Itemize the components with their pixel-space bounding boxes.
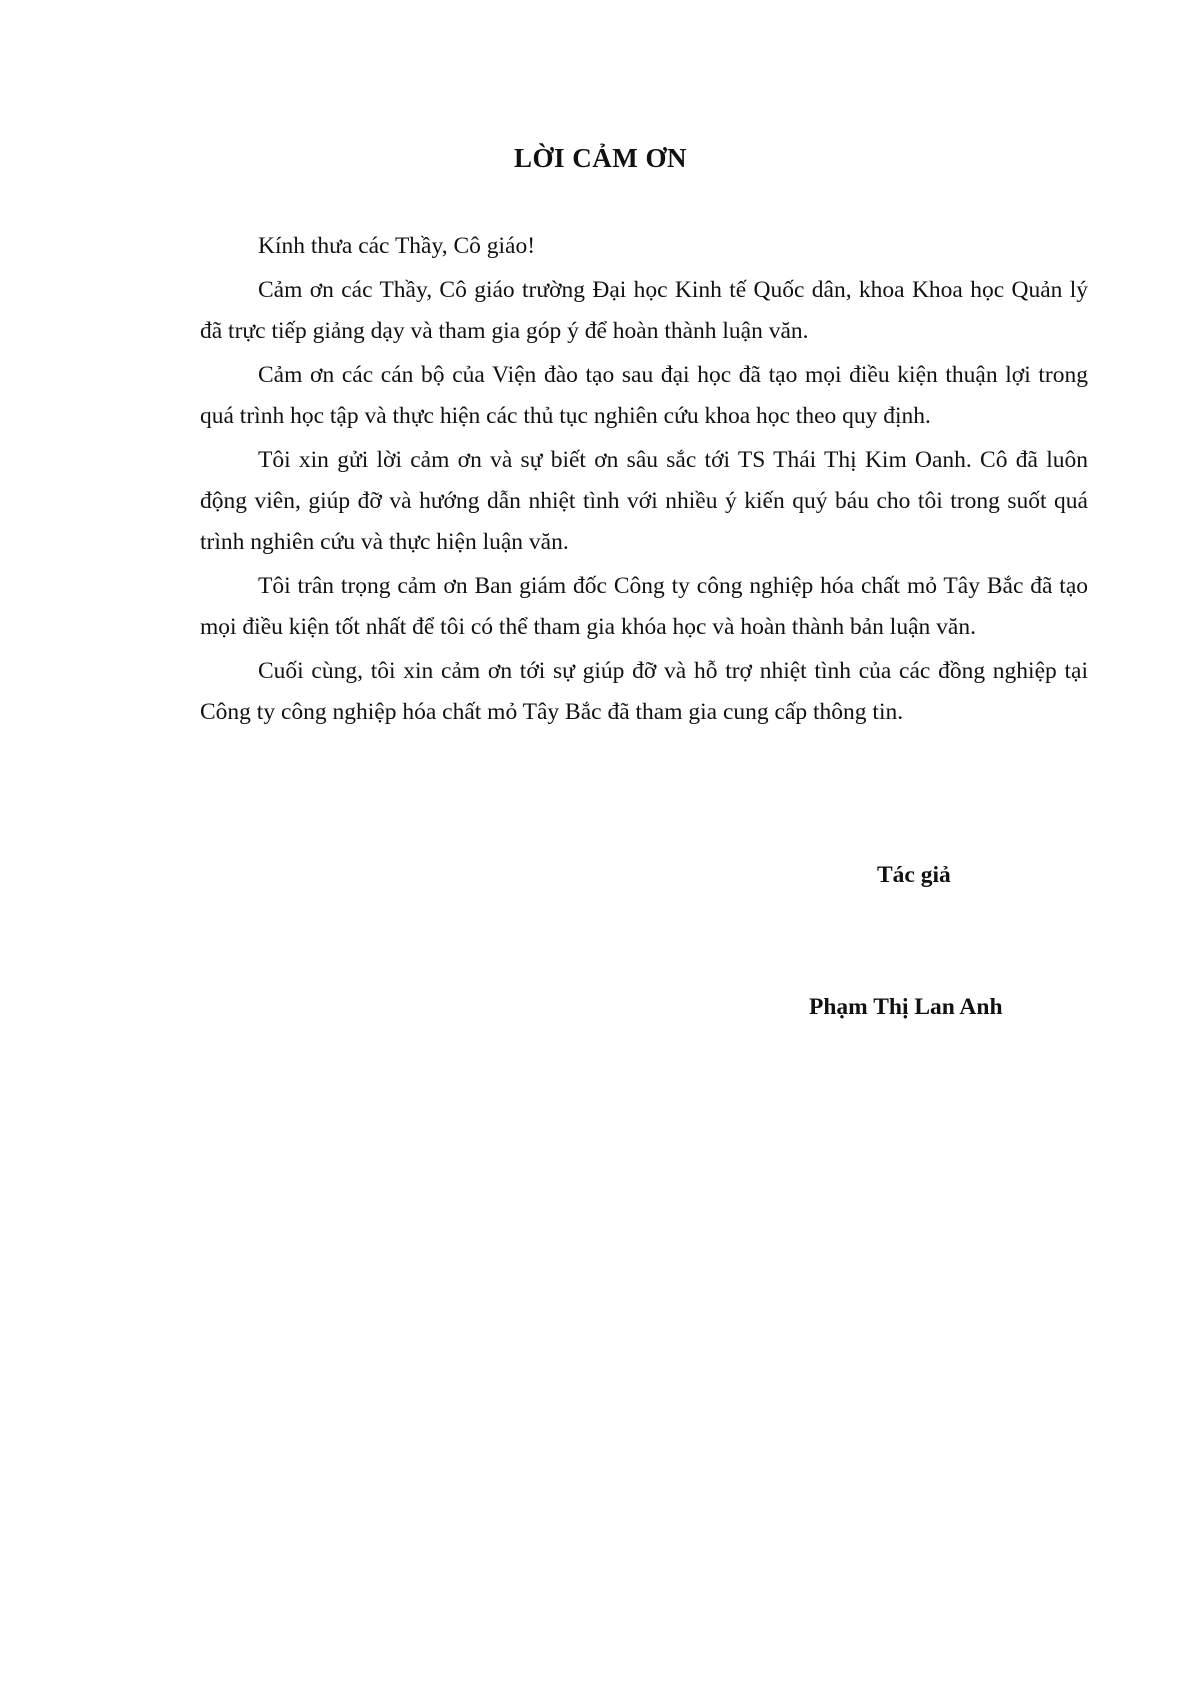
paragraph-thanks-company-board: Tôi trân trọng cảm ơn Ban giám đốc Công ty công nghiệp hóa chất mỏ Tây Bắc đã tạo mọi điều kiện tốt nhất để tôi có thể tham gia khóa học và hoàn thành bản luận văn.: [200, 573, 1088, 641]
document-body: [200, 226, 1088, 737]
signoff-label: Tác giả: [877, 862, 951, 888]
paragraph-thanks-colleagues: Cuối cùng, tôi xin cảm ơn tới sự giúp đỡ và hỗ trợ nhiệt tình của các đồng nghiệp tại Công ty công nghiệp hóa chất mỏ Tây Bắc đã tham gia cung cấp thông tin.: [200, 658, 1088, 726]
paragraph-thanks-supervisor: Tôi xin gửi lời cảm ơn và sự biết ơn sâu sắc tới TS Thái Thị Kim Oanh. Cô đã luôn động viên, giúp đỡ và hướng dẫn nhiệt tình với nhiều ý kiến quý báu cho tôi trong suốt quá trình nghiên cứu và thực hiện luận văn.: [200, 447, 1088, 556]
paragraph-thanks-institute: Cảm ơn các cán bộ của Viện đào tạo sau đại học đã tạo mọi điều kiện thuận lợi trong quá trình học tập và thực hiện các thủ tục nghiên cứu khoa học theo quy định.: [200, 362, 1088, 430]
author-name: Phạm Thị Lan Anh: [809, 994, 1003, 1020]
page-title: LỜI CẢM ƠN: [514, 143, 687, 173]
paragraph-thanks-teachers: Cảm ơn các Thầy, Cô giáo trường Đại học Kinh tế Quốc dân, khoa Khoa học Quản lý đã trực tiếp giảng dạy và tham gia góp ý để hoàn thành luận văn.: [200, 277, 1088, 345]
greeting-paragraph: Kính thưa các Thầy, Cô giáo!: [258, 233, 536, 259]
